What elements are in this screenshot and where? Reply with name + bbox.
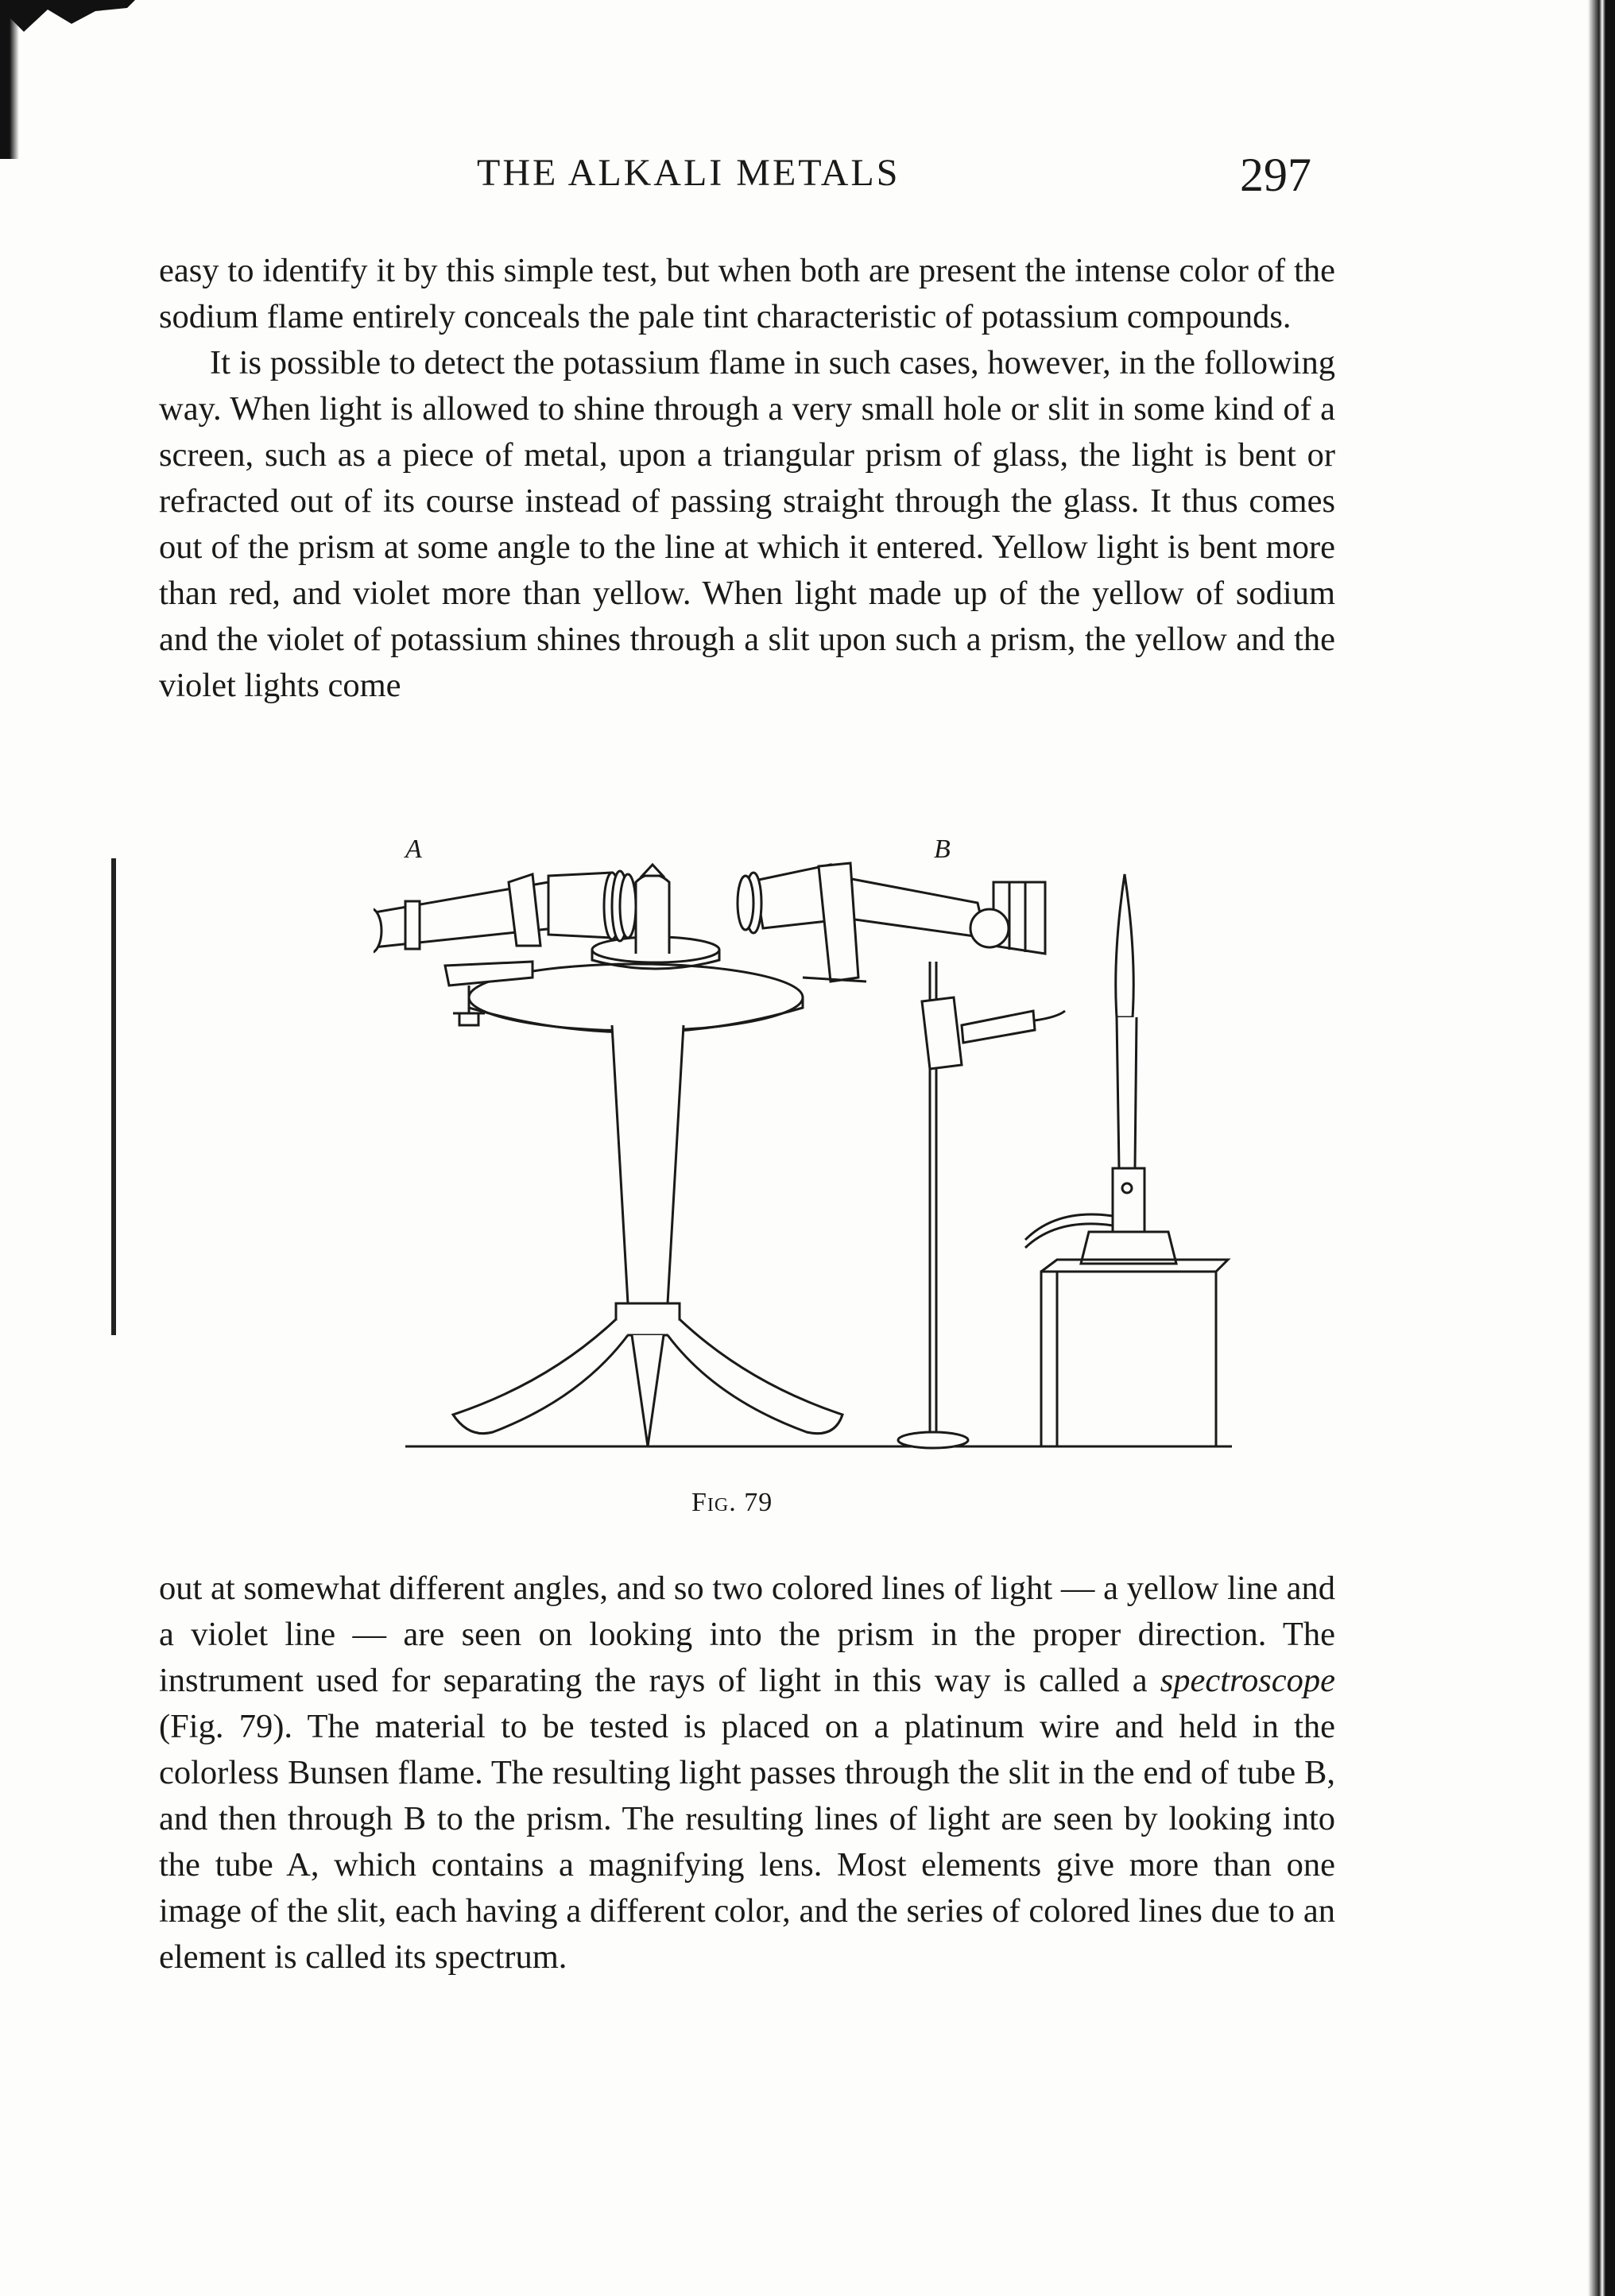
page-number: 297 [1240,149,1311,201]
spectroscope-illustration [374,827,1264,1462]
running-title: THE ALKALI METALS [477,152,900,194]
figure-label-b: B [934,834,951,864]
prism [636,874,669,954]
scan-corner-mark [0,0,135,32]
burner-stand-box [1041,1272,1216,1446]
scan-edge-right [1588,0,1615,2296]
text-block-bottom [159,1566,1335,1980]
collimator-b [738,863,1045,982]
paragraph-continuation: easy to identify it by this simple test, but when both are present the intense color of the sodium flame entirely conceals the pale tint characteristic of potassium compounds. [159,252,1335,335]
table-stem [612,1025,684,1303]
figure-caption: Fig. 79 [691,1488,773,1517]
paragraph-spectroscope [159,1566,1335,1980]
paragraph-text-before-term: out at somewhat different angles, and so two colored lines of light — a yellow line and a violet line — are seen on looking into the prism in the proper direction. The instrument used for separating the rays of light in this way is called a [159,1570,1335,1699]
telescope-a [374,871,636,953]
paragraph-text-after-term: (Fig. 79). The material to be tested is placed on a platinum wire and held in the colorless Bunsen flame. The resulting light passes through the slit in the end of tube B, and then through B to the prism. The resulting lines of light are seen by looking into the tube A, which contains a magnifying lens. Most elements give more than one image of the slit, each having a different color, and the series of colored lines due to an element is called its spectrum. [159,1708,1335,1976]
margin-rule [111,858,116,1335]
paragraph-prism: It is possible to detect the potassium flame in such cases, however, in the following way. When light is allowed to shine through a very small hole or slit in some kind of a screen, such as a piece of metal, upon a triangular prism of glass, the light is bent or refracted out of its course instead of passing straight through the glass. It thus comes out of the prism at some angle to the line at which it entered. Yellow light is bent more than red, and violet more than yellow. When light made up of the yellow of sodium and the violet of potassium shines through a slit upon such a prism, the yellow and the violet lights come [159,344,1335,704]
bunsen-burner [1117,1017,1137,1168]
figure-label-a: A [405,834,422,864]
text-block-top [159,248,1335,709]
burner-flame [1116,874,1134,1017]
tripod-legs [453,1319,842,1446]
term-spectroscope: spectroscope [1160,1662,1335,1699]
